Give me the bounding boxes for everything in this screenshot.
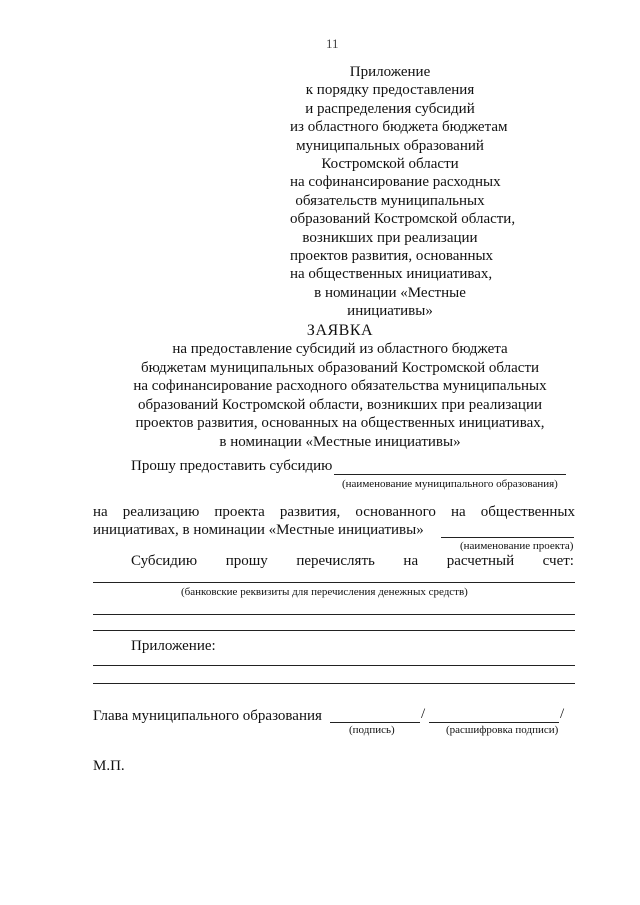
subtitle-line: на софинансирование расходного обязательства муниципальных bbox=[133, 378, 547, 395]
signature-field[interactable] bbox=[330, 722, 420, 723]
signature-label: Глава муниципального образования bbox=[93, 708, 322, 724]
bank-details-field[interactable] bbox=[93, 582, 575, 583]
signature-slash: / bbox=[421, 706, 426, 722]
project-name-field[interactable] bbox=[441, 537, 574, 538]
transfer-word: счет: bbox=[542, 553, 574, 569]
purpose-word: на bbox=[450, 504, 466, 520]
transfer-word: расчетный bbox=[446, 553, 515, 569]
decode-caption: (расшифровка подписи) bbox=[446, 724, 559, 736]
bank-details-field-2[interactable] bbox=[93, 614, 575, 615]
transfer-line bbox=[131, 553, 574, 570]
appendix-line: к порядку предоставления bbox=[305, 82, 475, 99]
appendix-line: обязательств муниципальных bbox=[295, 192, 485, 209]
purpose-word: реализацию bbox=[122, 504, 200, 520]
request-label: Прошу предоставить субсидию bbox=[131, 458, 333, 474]
purpose-word: проекта bbox=[214, 504, 265, 520]
subtitle-line: проектов развития, основанных на общественных инициативах, bbox=[135, 415, 545, 432]
subtitle-line: бюджетам муниципальных образований Костромской области bbox=[140, 359, 540, 376]
attachment-label: Приложение: bbox=[131, 638, 216, 654]
page-number: 11 bbox=[326, 36, 339, 51]
purpose-word: основанного bbox=[355, 504, 436, 520]
seal-label: М.П. bbox=[93, 758, 125, 774]
appendix-line: проектов развития, основанных bbox=[290, 248, 494, 265]
transfer-word: прошу bbox=[225, 553, 268, 569]
attachment-field-2[interactable] bbox=[93, 683, 575, 684]
municipality-name-field[interactable] bbox=[334, 474, 566, 475]
appendix-line: возникших при реализации bbox=[302, 229, 478, 246]
municipality-caption: (наименование муниципального образования) bbox=[342, 478, 558, 490]
appendix-line: Костромской области bbox=[321, 156, 459, 173]
appendix-line: на софинансирование расходных bbox=[290, 174, 501, 191]
purpose-word: на bbox=[93, 504, 108, 520]
appendix-heading bbox=[290, 63, 516, 321]
bank-caption: (банковские реквизиты для перечисления денежных средств) bbox=[181, 586, 468, 598]
bank-details-field-3[interactable] bbox=[93, 630, 575, 631]
appendix-line: образований Костромской области, bbox=[290, 211, 516, 228]
subtitle-line: в номинации «Местные инициативы» bbox=[219, 433, 461, 450]
transfer-word: Субсидию bbox=[131, 553, 198, 569]
purpose-word: общественных bbox=[480, 504, 575, 520]
project-caption: (наименование проекта) bbox=[460, 540, 574, 552]
appendix-line: из областного бюджета бюджетам bbox=[290, 119, 508, 136]
application-title: ЗАЯВКА bbox=[306, 322, 374, 339]
signature-decode-field[interactable] bbox=[429, 722, 559, 723]
subtitle-line: образований Костромской области, возникших при реализации bbox=[137, 396, 543, 413]
signature-caption: (подпись) bbox=[349, 724, 395, 736]
appendix-line: Приложение bbox=[349, 64, 431, 80]
appendix-line: на общественных инициативах, bbox=[290, 266, 493, 283]
appendix-line: муниципальных образований bbox=[296, 137, 484, 154]
appendix-line: в номинации «Местные bbox=[314, 284, 466, 301]
purpose-line-1 bbox=[93, 504, 575, 521]
attachment-field-1[interactable] bbox=[93, 665, 575, 666]
subtitle-line: на предоставление субсидий из областного бюджета bbox=[172, 341, 508, 357]
transfer-word: на bbox=[403, 553, 419, 569]
purpose-line-2: инициативах, в номинации «Местные инициативы» bbox=[93, 522, 424, 538]
application-subtitle bbox=[90, 340, 590, 452]
appendix-line: и распределения субсидий bbox=[305, 100, 475, 117]
appendix-line: инициативы» bbox=[347, 303, 433, 320]
transfer-word: перечислять bbox=[296, 553, 375, 569]
purpose-word: развития, bbox=[279, 504, 341, 520]
signature-end-slash: / bbox=[560, 706, 565, 722]
